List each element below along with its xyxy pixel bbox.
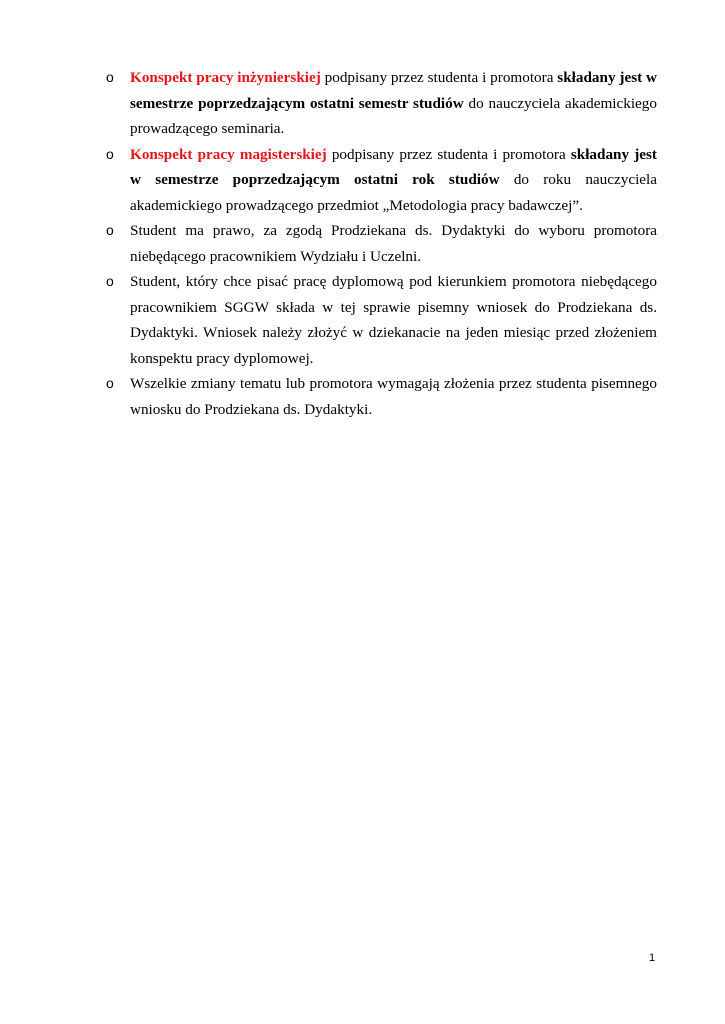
master-outline-highlight: Konspekt pracy magisterskiej [130,145,327,163]
list-item-external-supervisor-request [106,269,657,371]
engineering-outline-highlight: Konspekt pracy inżynierskiej [130,69,321,86]
master-outline-deadline: składany jest w semestrze poprzedzającym ostatni rok studiów [130,145,657,188]
list-item-external-supervisor-right [106,218,657,269]
master-outline-recipient: do roku nauczyciela akademickiego prowadzącego przedmiot „Metodologia pracy badawczej”. [130,171,657,214]
list-item-changes-request [106,371,657,422]
bullet-icon: o [106,375,114,391]
external-supervisor-request-text: Student, który chce pisać pracę dyplomową pod kierunkiem promotora niebędącego pracownikiem SGGW składa w tej sprawie pisemny wniosek do Prodziekana ds. Dydaktyki. Wniosek należy złożyć w dziekanacie na jeden miesiąc przed złożeniem konspektu pracy dyplomowej. [130,273,657,367]
external-supervisor-right-text: Student ma prawo, za zgodą Prodziekana ds. Dydaktyki do wyboru promotora niebędącego pracownikiem Wydziału i Uczelni. [130,222,657,265]
bullet-icon: o [106,69,114,85]
list-item-engineering-outline [106,65,657,142]
engineering-outline-deadline: składany jest w semestrze poprzedzającym ostatni semestr studiów [130,69,657,112]
master-outline-text: podpisany przez studenta i promotora [326,145,571,163]
engineering-outline-text: podpisany przez studenta i promotora [320,69,558,86]
changes-request-text: Wszelkie zmiany tematu lub promotora wymagają złożenia przez studenta pisemnego wniosku do Prodziekana ds. Dydaktyki. [130,375,657,418]
bullet-icon: o [106,222,114,238]
requirements-list [106,65,657,422]
bullet-icon: o [106,145,114,162]
bullet-icon: o [106,273,114,289]
list-item-master-outline [106,142,657,219]
engineering-outline-recipient: do nauczyciela akademickiego prowadzącego seminaria. [130,94,657,137]
page-number: 1 [649,952,656,964]
